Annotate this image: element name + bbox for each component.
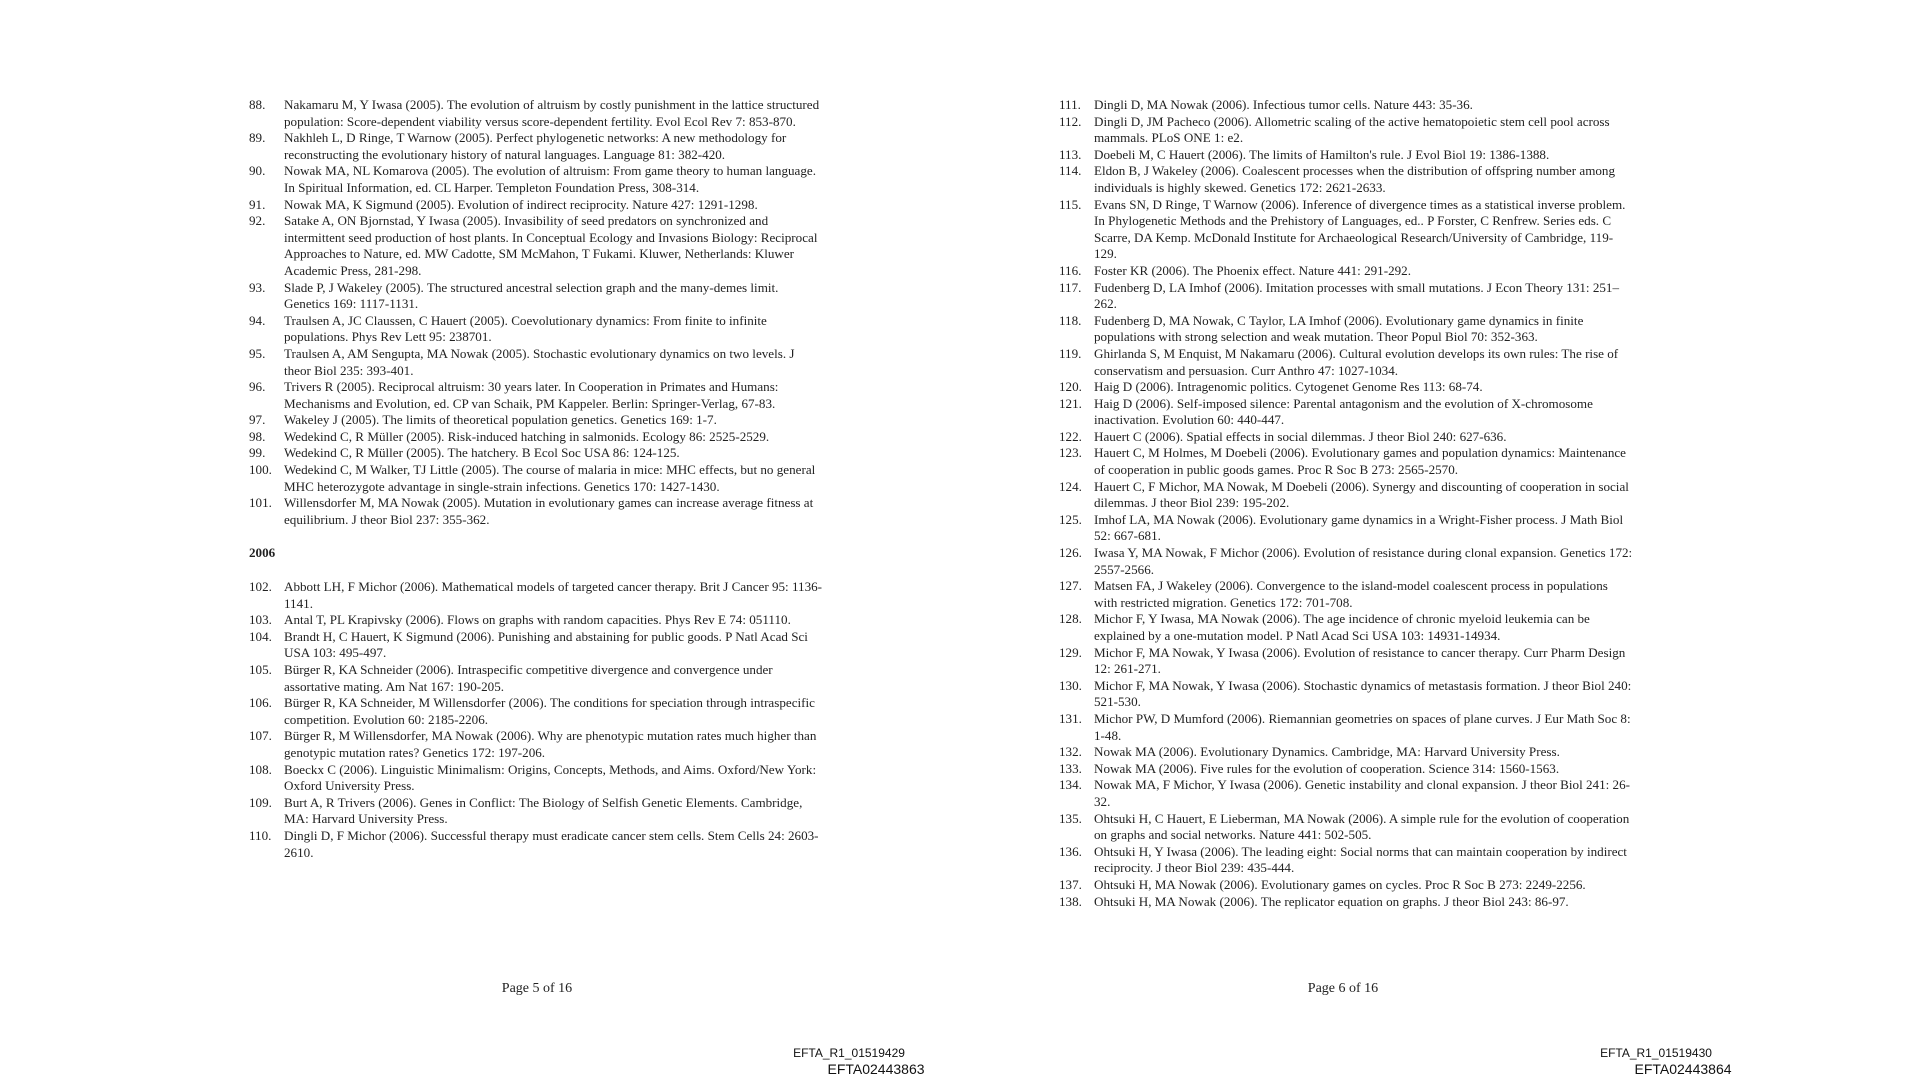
reference-entry xyxy=(1059,811,1634,844)
reference-number: 99. xyxy=(249,445,266,461)
reference-entry xyxy=(1059,379,1634,396)
reference-text: Nakamaru M, Y Iwasa (2005). The evolution of altruism by costly punishment in the lattice structured population: Score-dependent viability versus score-dependent fertility. Evol Ecol Rev 7: 853-870. xyxy=(284,97,820,129)
reference-text: Fudenberg D, MA Nowak, C Taylor, LA Imhof (2006). Evolutionary game dynamics in finite populations with strong selection and weak mutation. Theor Popul Biol 70: 352-363. xyxy=(1094,312,1584,345)
reference-entry xyxy=(249,762,824,795)
reference-number: 89. xyxy=(249,130,266,146)
reference-entry xyxy=(1059,678,1634,711)
reference-entry xyxy=(1059,777,1634,810)
reference-number: 131. xyxy=(1059,710,1082,726)
reference-number: 128. xyxy=(1059,611,1082,627)
reference-text: Haig D (2006). Intragenomic politics. Cytogenet Genome Res 113: 68-74. xyxy=(1094,379,1483,395)
reference-text: Matsen FA, J Wakeley (2006). Convergence to the island-model coalescent process in populations with restricted migration. Genetics 172: 701-708. xyxy=(1094,578,1608,610)
reference-text: Nowak MA (2006). Five rules for the evolution of cooperation. Science 314: 1560-1563. xyxy=(1094,760,1560,776)
reference-number: 107. xyxy=(249,728,272,744)
reference-number: 97. xyxy=(249,412,266,428)
reference-number: 120. xyxy=(1059,379,1082,395)
reference-number: 137. xyxy=(1059,876,1082,892)
reference-number: 105. xyxy=(249,662,272,677)
reference-number: 106. xyxy=(249,695,272,711)
reference-entry xyxy=(1059,578,1634,611)
reference-number: 93. xyxy=(249,279,266,295)
reference-text: Nowak MA, F Michor, Y Iwasa (2006). Genetic instability and clonal expansion. J theor Biol 241: 26-32. xyxy=(1094,777,1630,809)
reference-number: 94. xyxy=(249,312,266,328)
reference-text: Doebeli M, C Hauert (2006). The limits of Hamilton's rule. J Evol Biol 19: 1386-1388. xyxy=(1094,146,1550,162)
reference-entry xyxy=(1059,744,1634,761)
reference-text: Ohtsuki H, MA Nowak (2006). The replicator equation on graphs. J theor Biol 243: 86-97. xyxy=(1094,893,1569,909)
references-2006-part-1 xyxy=(249,579,824,861)
reference-number: 117. xyxy=(1059,279,1082,295)
reference-text: Wakeley J (2005). The limits of theoretical population genetics. Genetics 169: 1-7. xyxy=(284,412,717,428)
reference-text: Haig D (2006). Self-imposed silence: Parental antagonism and the evolution of X-chromosome inactivation. Evolution 60: 440-447. xyxy=(1094,395,1593,428)
reference-text: Foster KR (2006). The Phoenix effect. Nature 441: 291-292. xyxy=(1094,262,1411,278)
reference-text: Imhof LA, MA Nowak (2006). Evolutionary game dynamics in a Wright-Fisher process. J Math Biol 52: 667-681. xyxy=(1094,511,1624,544)
reference-text: Hauert C (2006). Spatial effects in social dilemmas. J theor Biol 240: 627-636. xyxy=(1094,428,1507,444)
reference-number: 100. xyxy=(249,462,272,478)
reference-text: Burt A, R Trivers (2006). Genes in Conflict: The Biology of Selfish Genetic Elements. Cambridge, MA: Harvard University Press. xyxy=(284,794,803,827)
reference-entry xyxy=(249,445,824,462)
reference-text: Willensdorfer M, MA Nowak (2005). Mutation in evolutionary games can increase average fitness at equilibrium. J theor Biol 237: 355-362. xyxy=(284,495,814,527)
reference-number: 112. xyxy=(1059,113,1082,129)
reference-text: Trivers R (2005). Reciprocal altruism: 30 years later. In Cooperation in Primates and Humans: Mechanisms and Evolution, ed. CP van Schaik, PM Kappeler. Berlin: Springer-Verlag, 67-83. xyxy=(284,379,779,411)
reference-text: Wedekind C, R Müller (2005). The hatchery. B Ecol Soc USA 86: 124-125. xyxy=(284,445,680,461)
reference-number: 88. xyxy=(249,97,266,112)
reference-number: 118. xyxy=(1059,312,1082,328)
reference-entry xyxy=(1059,163,1634,196)
reference-text: Hauert C, F Michor, MA Nowak, M Doebeli (2006). Synergy and discounting of cooperation in social dilemmas. J theor Biol 239: 195-202. xyxy=(1094,478,1629,511)
reference-text: Nakhleh L, D Ringe, T Warnow (2005). Perfect phylogenetic networks: A new methodology for reconstructing the evolutionary history of natural languages. Language 81: 382-420. xyxy=(284,130,787,162)
reference-number: 121. xyxy=(1059,395,1082,411)
reference-text: Abbott LH, F Michor (2006). Mathematical models of targeted cancer therapy. Brit J Cancer 95: 1136-1141. xyxy=(284,579,823,611)
reference-number: 95. xyxy=(249,345,266,361)
reference-number: 126. xyxy=(1059,545,1082,561)
reference-number: 113. xyxy=(1059,146,1082,162)
reference-number: 98. xyxy=(249,428,266,444)
reference-number: 132. xyxy=(1059,744,1082,760)
reference-number: 127. xyxy=(1059,578,1082,594)
reference-entry xyxy=(1059,645,1634,678)
reference-entry xyxy=(1059,114,1634,147)
reference-entry xyxy=(249,280,824,313)
reference-entry xyxy=(249,163,824,196)
reference-entry xyxy=(1059,445,1634,478)
references-2005 xyxy=(249,97,824,528)
reference-entry xyxy=(249,662,824,695)
reference-number: 102. xyxy=(249,579,272,595)
reference-text: Nowak MA, K Sigmund (2005). Evolution of indirect reciprocity. Nature 427: 1291-1298. xyxy=(284,196,758,212)
reference-number: 114. xyxy=(1059,163,1082,179)
reference-number: 108. xyxy=(249,761,272,777)
reference-entry xyxy=(249,412,824,429)
reference-text: Iwasa Y, MA Nowak, F Michor (2006). Evolution of resistance during clonal expansion. Genetics 172: 2557-2566. xyxy=(1094,545,1633,577)
reference-entry xyxy=(249,495,824,528)
reference-text: Boeckx C (2006). Linguistic Minimalism: Origins, Concepts, Methods, and Aims. Oxford/New York: Oxford University Press. xyxy=(284,761,817,794)
reference-entry xyxy=(1059,512,1634,545)
reference-entry xyxy=(1059,147,1634,164)
reference-text: Ohtsuki H, Y Iwasa (2006). The leading eight: Social norms that can maintain cooperation by indirect reciprocity. J theor Biol 239: 435-444. xyxy=(1094,843,1627,876)
reference-entry xyxy=(249,197,824,214)
reference-text: Nowak MA, NL Komarova (2005). The evolution of altruism: From game theory to human language. In Spiritual Information, ed. CL Harper. Templeton Foundation Press, 308-314. xyxy=(284,163,817,195)
reference-entry xyxy=(1059,611,1634,644)
references-2006-part-2 xyxy=(1059,97,1634,910)
reference-text: Wedekind C, R Müller (2005). Risk-induced hatching in salmonids. Ecology 86: 2525-2529. xyxy=(284,428,770,444)
reference-entry xyxy=(249,795,824,828)
reference-text: Fudenberg D, LA Imhof (2006). Imitation processes with small mutations. J Econ Theory 131: 251–262. xyxy=(1094,279,1620,312)
reference-text: Ohtsuki H, MA Nowak (2006). Evolutionary games on cycles. Proc R Soc B 273: 2249-2256. xyxy=(1094,876,1586,892)
reference-number: 119. xyxy=(1059,345,1082,361)
reference-text: Michor F, MA Nowak, Y Iwasa (2006). Evolution of resistance to cancer therapy. Curr Pharm Design 12: 261-271. xyxy=(1094,644,1626,677)
reference-number: 136. xyxy=(1059,843,1082,859)
reference-text: Michor PW, D Mumford (2006). Riemannian geometries on spaces of plane curves. J Eur Math Soc 8: 1-48. xyxy=(1094,710,1631,743)
reference-number: 91. xyxy=(249,196,266,212)
reference-number: 90. xyxy=(249,163,266,179)
reference-text: Dingli D, JM Pacheco (2006). Allometric scaling of the active hematopoietic stem cell pool across mammals. PLoS ONE 1: e2. xyxy=(1094,113,1610,146)
right-reference-list xyxy=(1059,97,1634,910)
reference-number: 125. xyxy=(1059,511,1082,527)
bates-number-large: EFTA02443863 xyxy=(827,1061,925,1077)
reference-entry xyxy=(249,429,824,446)
reference-text: Michor F, MA Nowak, Y Iwasa (2006). Stochastic dynamics of metastasis formation. J theor Biol 240: 521-530. xyxy=(1094,677,1632,710)
reference-entry xyxy=(249,579,824,612)
reference-text: Eldon B, J Wakeley (2006). Coalescent processes when the distribution of offspring number among individuals is highly skewed. Genetics 172: 2621-2633. xyxy=(1094,163,1616,195)
right-page xyxy=(960,0,1920,1080)
reference-number: 133. xyxy=(1059,760,1082,776)
reference-text: Antal T, PL Krapivsky (2006). Flows on graphs with random capacities. Phys Rev E 74: 051110. xyxy=(284,612,791,628)
reference-text: Hauert C, M Holmes, M Doebeli (2006). Evolutionary games and population dynamics: Maintenance of cooperation in public goods games. Proc R Soc B 273: 2565-2570. xyxy=(1094,445,1626,478)
reference-text: Evans SN, D Ringe, T Warnow (2006). Inference of divergence times as a statistical inverse problem. In Phylogenetic Methods and the Prehistory of Languages, ed.. P Forster, C Renfrew. Series eds. C Scarre, DA Kemp. McDonald Institute for Archaeological Research/University of Cambridge, 119-129. xyxy=(1094,196,1626,262)
reference-entry xyxy=(249,462,824,495)
reference-number: 123. xyxy=(1059,445,1082,461)
reference-number: 104. xyxy=(249,628,272,644)
reference-entry xyxy=(249,130,824,163)
reference-entry xyxy=(249,213,824,279)
bates-number-small: EFTA_R1_01519430 xyxy=(1600,1046,1712,1060)
reference-entry xyxy=(1059,263,1634,280)
reference-entry xyxy=(1059,877,1634,894)
reference-entry xyxy=(1059,197,1634,263)
page-number: Page 5 of 16 xyxy=(501,981,573,996)
reference-number: 92. xyxy=(249,213,266,229)
reference-entry xyxy=(249,828,824,861)
reference-text: Nowak MA (2006). Evolutionary Dynamics. Cambridge, MA: Harvard University Press. xyxy=(1094,744,1560,760)
reference-entry xyxy=(249,379,824,412)
reference-text: Dingli D, F Michor (2006). Successful therapy must eradicate cancer stem cells. Stem Cells 24: 2603-2610. xyxy=(284,827,819,860)
reference-number: 138. xyxy=(1059,893,1082,909)
reference-text: Traulsen A, JC Claussen, C Hauert (2005). Coevolutionary dynamics: From finite to infinite populations. Phys Rev Lett 95: 238701. xyxy=(284,312,767,345)
reference-entry xyxy=(1059,429,1634,446)
reference-number: 130. xyxy=(1059,677,1082,693)
page-number: Page 6 of 16 xyxy=(1307,981,1379,996)
reference-entry xyxy=(249,695,824,728)
reference-entry xyxy=(1059,894,1634,911)
reference-entry xyxy=(249,97,824,130)
reference-number: 115. xyxy=(1059,196,1082,212)
reference-entry xyxy=(1059,97,1634,114)
reference-entry xyxy=(1059,761,1634,778)
left-reference-list xyxy=(249,97,824,861)
reference-entry xyxy=(249,346,824,379)
reference-entry xyxy=(249,728,824,761)
reference-text: Ghirlanda S, M Enquist, M Nakamaru (2006). Cultural evolution develops its own rules: The rise of conservatism and persuasion. Curr Anthro 47: 1027-1034. xyxy=(1094,345,1619,378)
reference-entry xyxy=(1059,346,1634,379)
reference-entry xyxy=(1059,545,1634,578)
reference-text: Bürger R, KA Schneider, M Willensdorfer (2006). The conditions for speciation through intraspecific competition. Evolution 60: 2185-2206. xyxy=(284,695,815,727)
reference-number: 96. xyxy=(249,379,266,395)
reference-text: Traulsen A, AM Sengupta, MA Nowak (2005). Stochastic evolutionary dynamics on two levels. J theor Biol 235: 393-401. xyxy=(284,345,795,378)
reference-entry xyxy=(249,629,824,662)
reference-number: 111. xyxy=(1059,97,1081,112)
bates-number-small: EFTA_R1_01519429 xyxy=(793,1046,905,1060)
reference-text: Slade P, J Wakeley (2005). The structured ancestral selection graph and the many-demes limit. Genetics 169: 1117-1131. xyxy=(284,279,779,312)
reference-text: Bürger R, M Willensdorfer, MA Nowak (2006). Why are phenotypic mutation rates much higher than genotypic mutation rates? Genetics 172: 197-206. xyxy=(284,728,817,760)
reference-number: 122. xyxy=(1059,428,1082,444)
reference-text: Michor F, Y Iwasa, MA Nowak (2006). The age incidence of chronic myeloid leukemia can be explained by a one-mutation model. P Natl Acad Sci USA 103: 14931-14934. xyxy=(1094,611,1590,643)
reference-text: Dingli D, MA Nowak (2006). Infectious tumor cells. Nature 443: 35-36. xyxy=(1094,97,1473,112)
section-heading-2006: 2006 xyxy=(249,545,276,561)
reference-text: Ohtsuki H, C Hauert, E Lieberman, MA Nowak (2006). A simple rule for the evolution of cooperation on graphs and social networks. Nature 441: 502-505. xyxy=(1094,810,1630,843)
bates-number-large: EFTA02443864 xyxy=(1634,1061,1732,1077)
reference-number: 101. xyxy=(249,495,272,511)
reference-entry xyxy=(1059,313,1634,346)
reference-text: Wedekind C, M Walker, TJ Little (2005). The course of malaria in mice: MHC effects, but no general MHC heterozygote advantage in single-strain infections. Genetics 170: 1427-1430. xyxy=(284,462,816,494)
reference-text: Bürger R, KA Schneider (2006). Intraspecific competitive divergence and convergence under assortative mating. Am Nat 167: 190-205. xyxy=(284,662,773,694)
reference-entry xyxy=(249,313,824,346)
reference-entry xyxy=(1059,844,1634,877)
reference-number: 124. xyxy=(1059,478,1082,494)
reference-number: 110. xyxy=(249,827,272,843)
reference-number: 109. xyxy=(249,794,272,810)
reference-number: 129. xyxy=(1059,644,1082,660)
reference-number: 103. xyxy=(249,612,272,628)
reference-number: 135. xyxy=(1059,810,1082,826)
reference-number: 134. xyxy=(1059,777,1082,793)
reference-text: Brandt H, C Hauert, K Sigmund (2006). Punishing and abstaining for public goods. P Natl Acad Sci USA 103: 495-497. xyxy=(284,628,808,661)
reference-text: Satake A, ON Bjornstad, Y Iwasa (2005). Invasibility of seed predators on synchronized and intermittent seed production of host plants. In Conceptual Ecology and Invasions Biology: Reciprocal Approaches to Nature, ed. MW Cadotte, SM McMahon, T Fukami. Kluwer, Netherlands: Kluwer Academic Press, 281-298. xyxy=(284,213,818,278)
reference-entry xyxy=(1059,479,1634,512)
reference-entry xyxy=(1059,396,1634,429)
reference-entry xyxy=(1059,711,1634,744)
reference-entry xyxy=(1059,280,1634,313)
reference-entry xyxy=(249,612,824,629)
reference-number: 116. xyxy=(1059,262,1082,278)
